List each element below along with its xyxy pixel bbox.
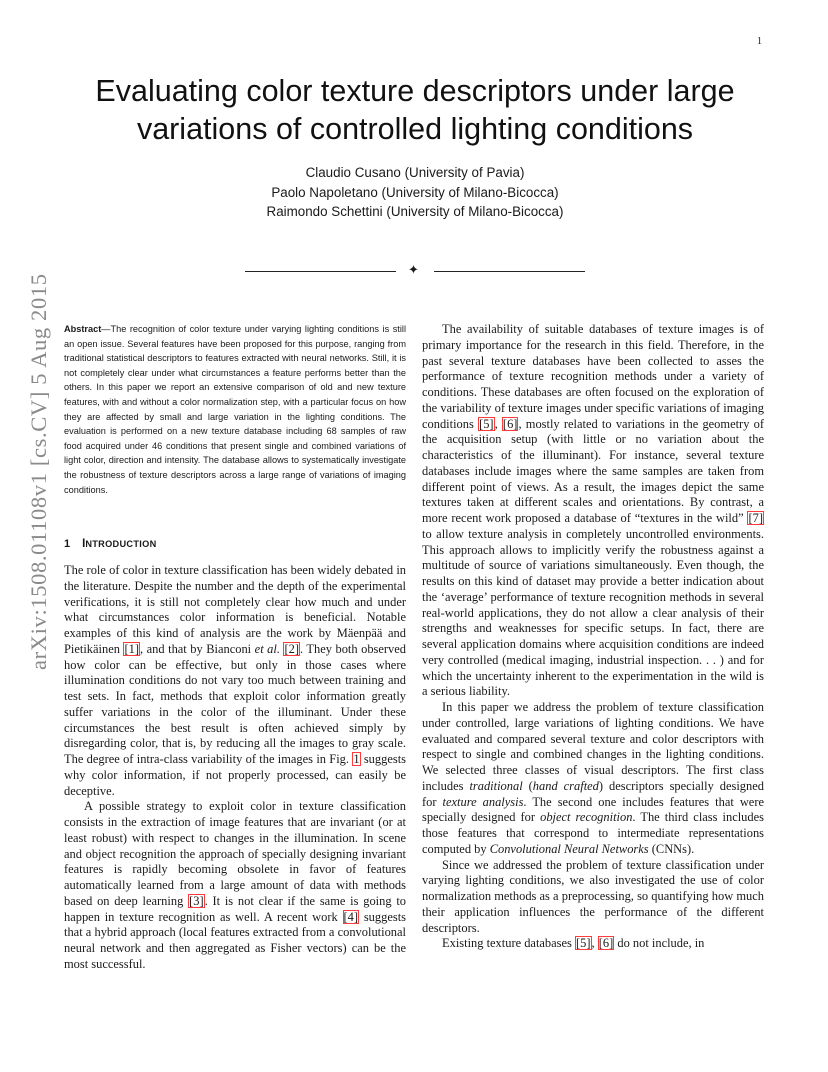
- text-run: , mostly related to variations in the geometry of the acquisition setup (with little or no variation about the characteristics of the illuminant). For instance, several texture databases include images where the same samples are taken from different point of views. As a result, the images depict the same textures taken at different scales and orientations. By contrast, a more recent work proposed a database of “textures in the wild”: [422, 416, 764, 525]
- text-run: (CNNs).: [648, 841, 695, 856]
- text-run: The role of color in texture classification has been widely debated in the literature. Despite the number and the depth of the experimental verifications, it is still not completely clear how much and under what circumstances color information is beneficial. Notable examples of this kind of analysis are the work by Mäenpää and Pietikäinen: [64, 563, 406, 656]
- text-run: . The third class includes those features that correspond to intermediate representations computed by: [422, 810, 764, 856]
- arxiv-stamp-text: arXiv:1508.01108v1 [cs.CV] 5 Aug 2015: [26, 273, 51, 670]
- text-run-italic: hand crafted: [532, 778, 599, 793]
- text-run: suggests why color information, if not properly processed, can easily be deceptive.: [64, 752, 406, 798]
- text-run: to allow texture analysis in completely uncontrolled environments. This approach allows to implicitly verify the robustness against a multitude of source of variations simultaneously. Even though, the results on this kind of dataset may provide a better indication about the ‘average’ performance of texture recognition methods in several real-world applications, they do not allow a clear analysis of their strengths and weaknesses for specific setups. In fact, there are several application domains where acquisition conditions are indeed very controlled (medical imaging, industrial inspection. . . ) and for which the uncertainty inherent to the experimentation in the wild is a serious liability.: [422, 526, 764, 699]
- separator-rule-right: [434, 271, 585, 272]
- citation-link[interactable]: [6]: [598, 936, 614, 951]
- text-run: A possible strategy to exploit color in texture classification consists in the extraction of image features that are invariant (or at least robust) with respect to changes in the illumination. In scene and object recognition the approach of specially designing invariant features is rapidly becoming obsolete in favor of features automatically learned from a large amount of data with methods based on deep learning: [64, 799, 406, 908]
- section-number: 1: [64, 538, 71, 551]
- text-run: (: [522, 778, 533, 793]
- citation-link[interactable]: [3]: [189, 893, 204, 908]
- author-2: Paolo Napoletano (University of Milano-Bicocca): [271, 184, 559, 200]
- section-title-rest: NTRODUCTION: [85, 539, 157, 550]
- text-run: . They both observed how color can be effective, but only in those cases where illumination conditions do not vary too much between training and test sets. In fact, methods that exploit color information greatly suffer variations in the color of the illuminant. Under these circumstances the best result is often achieved simply by disregarding color, that is, by reducing all the images to gray scale. The degree of intra-class variability of the images in Fig.: [64, 641, 407, 767]
- text-run-italic: texture analysis: [442, 794, 524, 809]
- abstract-label: Abstract: [64, 324, 102, 334]
- citation-link[interactable]: [7]: [748, 511, 763, 525]
- text-run-italic: traditional: [469, 778, 523, 793]
- text-run: ) descriptors specially designed for: [422, 778, 764, 809]
- figure-reference-link[interactable]: 1: [353, 752, 360, 767]
- separator-rule-left: [245, 271, 396, 272]
- text-run: ,: [494, 416, 502, 431]
- page-number: 1: [757, 36, 762, 47]
- author-list: [160, 163, 670, 222]
- text-run: . It is not clear if the same is going to happen in texture recognition as well. A recent work: [64, 893, 407, 924]
- citation-link[interactable]: [2]: [284, 641, 299, 656]
- text-run: . The second one includes features that were specially designed for: [422, 794, 764, 825]
- citation-link[interactable]: [4]: [343, 909, 359, 924]
- abstract-text: —The recognition of color texture under varying lighting conditions is still an open issue. Several features have been proposed for this purpose, ranging from traditional statistical descriptors to features extracted with neural networks. Still, it is not completely clear under what circumstances a feature performs better than the others. In this paper we report an extensive comparison of old and new texture features, with and without a color normalization step, with a particular focus on how they are affected by small and large variation in the lighting conditions. The evaluation is performed on a new texture database including 68 samples of raw food acquired under 46 conditions that present single and combined variations of light color, direction and intensity. The database allows to systematically investigate the robustness of texture descriptors across a large range of variations of imaging conditions.: [64, 324, 406, 495]
- intro-paragraph-6: [422, 936, 764, 952]
- text-run: suggests that a hybrid approach (local features extracted from a convolutional neural network and then aggregated as Fisher vectors) can be the most successful.: [64, 909, 406, 971]
- text-run-italic: Convolutional Neural Networks: [489, 841, 649, 856]
- citation-link[interactable]: [6]: [502, 416, 518, 431]
- intro-paragraph-4: [422, 700, 764, 858]
- text-run: ,: [591, 936, 598, 951]
- author-1: Claudio Cusano (University of Pavia): [305, 165, 525, 180]
- intro-paragraph-2: [64, 799, 406, 972]
- text-run-italic: object recognition: [540, 810, 633, 825]
- section-title-initial: I: [82, 538, 86, 551]
- text-run-italic: et al.: [254, 641, 280, 656]
- text-run: , and that by Bianconi: [140, 641, 255, 656]
- arxiv-identifier-stamp[interactable]: [16, 273, 60, 670]
- author-3: Raimondo Schettini (University of Milano-Bicocca): [266, 204, 564, 219]
- intro-paragraph-1: [64, 563, 406, 799]
- citation-link[interactable]: [5]: [479, 416, 494, 431]
- section-heading-introduction: [64, 537, 406, 551]
- citation-link[interactable]: [1]: [124, 641, 139, 656]
- abstract: [64, 322, 406, 497]
- text-run: The availability of suitable databases of texture images is of primary importance for the research in this field. Therefore, in the past several texture databases have been collected to asses the performance of texture recognition methods under a variety of conditions. These databases are often focused on the exploration of the variability of texture images under specific variations of imaging conditions: [422, 322, 764, 431]
- paper-title: Evaluating color texture descriptors under large variations of controlled lighting conditions: [95, 74, 735, 146]
- left-column: [64, 322, 406, 973]
- text-run: In this paper we address the problem of texture classification under controlled, large variations of lighting conditions. We have evaluated and compared several texture and color descriptors with respect to single and combined changes in the lighting conditions. We selected three classes of visual descriptors. The first class includes: [422, 700, 764, 793]
- intro-paragraph-3: [422, 322, 764, 700]
- separator-star-icon: ✦: [408, 263, 419, 278]
- text-run: Existing texture databases: [442, 936, 575, 951]
- text-run: Since we addressed the problem of texture classification under varying lighting conditions, we also investigated the use of color normalization methods as a preprocessing, so quantifying how much their application influences the performance of the different descriptors.: [422, 857, 764, 935]
- right-column: [422, 322, 764, 952]
- citation-link[interactable]: [5]: [575, 936, 591, 951]
- title-separator: [245, 263, 585, 279]
- text-run: do not include, in: [614, 936, 705, 951]
- intro-paragraph-5: [422, 858, 764, 937]
